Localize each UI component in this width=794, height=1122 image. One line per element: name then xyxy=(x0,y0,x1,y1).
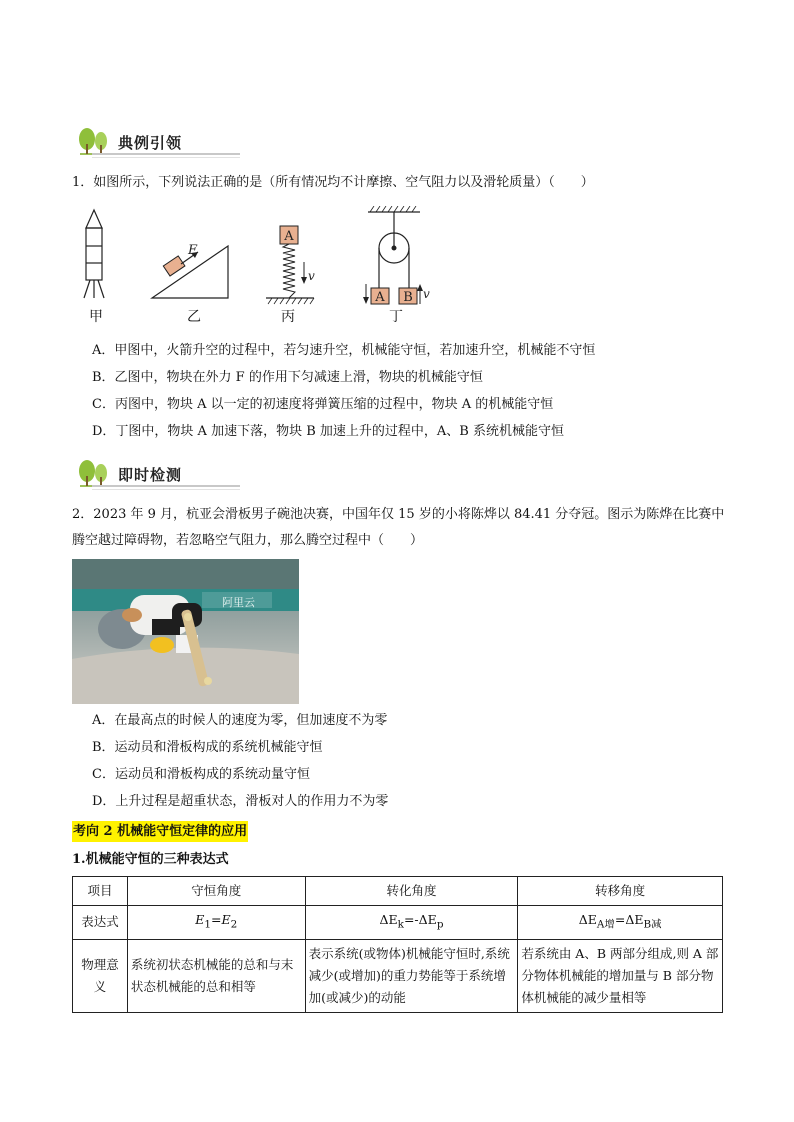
question-2-option-a: A．在最高点的时候人的速度为零，但加速度不为零 xyxy=(92,713,388,728)
topic-heading: 考向 2 机械能守恒定律的应用 xyxy=(72,821,248,842)
svg-text:B: B xyxy=(403,290,413,305)
section-heading xyxy=(74,126,264,160)
question-1-option-a: A．甲图中，火箭升空的过程中，若匀速升空，机械能守恒，若加速升空，机械能不守恒 xyxy=(92,343,596,358)
row-label: 物理意义 xyxy=(73,939,128,1012)
figure-label-bing: 丙 xyxy=(281,309,295,325)
divider xyxy=(92,489,240,490)
table-header: 守恒角度 xyxy=(127,877,305,906)
section-title: 典例引领 xyxy=(118,134,183,152)
svg-text:A: A xyxy=(284,229,294,244)
section-heading xyxy=(74,458,264,492)
rocket-figure xyxy=(84,210,104,298)
table-header-row xyxy=(73,877,723,906)
table-header: 转移角度 xyxy=(518,877,723,906)
subheading: 1.机械能守恒的三种表达式 xyxy=(72,852,229,867)
question-2-option-b: B．运动员和滑板构成的系统机械能守恒 xyxy=(92,740,323,755)
formula-cell: $\Delta E_k=-\Delta E_p$ xyxy=(305,906,518,940)
svg-text:阿里云: 阿里云 xyxy=(222,596,255,609)
question-1-option-d: D．丁图中，物块 A 加速下落，物块 B 加速上升的过程中，A、B 系统机械能守恒 xyxy=(92,424,564,439)
force-label: F xyxy=(188,243,198,258)
incline-figure xyxy=(152,243,228,298)
section-title: 即时检测 xyxy=(118,466,183,484)
spring-figure xyxy=(266,226,315,304)
question-1-figure xyxy=(74,206,434,306)
table-cell: 表示系统(或物体)机械能守恒时,系统减少(或增加)的重力势能等于系统增加(或减少)的动能 xyxy=(305,939,518,1012)
pulley-figure xyxy=(363,206,430,305)
question-1-stem: 1．如图所示，下列说法正确的是（所有情况均不计摩擦、空气阻力以及滑轮质量）（ ） xyxy=(72,175,594,190)
row-label: 表达式 xyxy=(73,906,128,940)
table-row xyxy=(73,906,723,940)
svg-text:v: v xyxy=(423,287,430,301)
conservation-table xyxy=(72,876,723,1013)
table-cell: 系统初状态机械能的总和与末状态机械能的总和相等 xyxy=(127,939,305,1012)
question-1-option-b: B．乙图中，物块在外力 F 的作用下匀减速上滑，物块的机械能守恒 xyxy=(92,370,483,385)
question-2-option-d: D．上升过程是超重状态，滑板对人的作用力不为零 xyxy=(92,794,389,809)
table-cell: 若系统由 A、B 两部分组成,则 A 部分物体机械能的增加量与 B 部分物体机械能的减少量相等 xyxy=(518,939,723,1012)
divider xyxy=(92,485,240,487)
question-1-option-c: C．丙图中，物块 A 以一定的初速度将弹簧压缩的过程中，物块 A 的机械能守恒 xyxy=(92,397,554,412)
figure-label-jia: 甲 xyxy=(89,309,103,325)
svg-text:v: v xyxy=(308,269,315,283)
figure-label-yi: 乙 xyxy=(187,309,201,325)
table-header: 项目 xyxy=(73,877,128,906)
svg-text:A: A xyxy=(375,290,385,305)
skateboard-photo xyxy=(72,559,299,704)
divider xyxy=(92,153,240,155)
figure-label-ding: 丁 xyxy=(389,309,403,325)
divider xyxy=(92,157,240,158)
question-2-stem: 2．2023 年 9 月，杭亚会滑板男子碗池决赛，中国年仅 15 岁的小将陈烨以 84.41 分夺冠。图示为陈烨在比赛中腾空越过障碍物，若忽略空气阻力，那么腾空过程中（ ） xyxy=(72,507,725,548)
question-2-option-c: C．运动员和滑板构成的系统动量守恒 xyxy=(92,767,310,782)
formula-cell: $E_1=E_2$ xyxy=(127,906,305,940)
table-row xyxy=(73,939,723,1012)
table-header: 转化角度 xyxy=(305,877,518,906)
formula-cell: $\Delta E_{A增}=\Delta E_{B减}$ xyxy=(518,906,723,940)
